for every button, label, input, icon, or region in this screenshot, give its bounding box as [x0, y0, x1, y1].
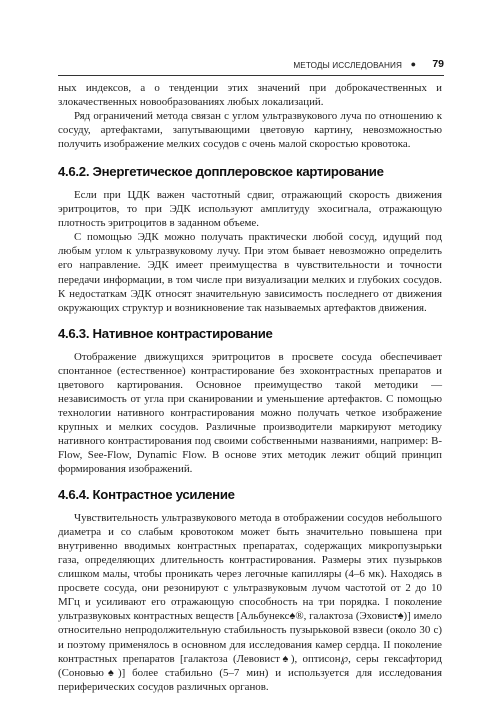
page-number: 79: [432, 58, 444, 70]
bullet-icon: ●: [410, 59, 416, 69]
page-body: [58, 81, 442, 694]
section-heading: 4.6.2. Энергетическое допплеровское картирование: [58, 164, 384, 180]
paragraph: Отображение движущихся эритроцитов в просвете сосуда обеспечивает спонтанное (естественное) контрастирование без эхоконтрастных препаратов и цветового картирования. Основное преимущество такой методики — независимость от угла при сканировании и уменьшение артефактов. С помощью технологии нативного контрастирования можно получать четкое изображение крупных и мелких сосудов. Различные производители маркируют методику нативного контрастирования под своими собственными названиями, например: B-Flow, See-Flow, Dynamic Flow. В основе этих методик лежит общий принцип формирования изображений.: [58, 350, 442, 476]
paragraph: Чувствительность ультразвукового метода в отображении сосудов небольшого диаметра и со слабым кровотоком может быть значительно повышена при внутривенно вводимых контрастных препаратах, содержащих микропузырьки газа, определяющих длительность контрастирования. Размеры этих пузырьков слишком малы, чтобы проникать через легочные капилляры (4–6 мк). Находясь в просвете сосуда, они резонируют с ультразвуковым лучом частотой от 2 до 10 МГц и усиливают его отражающую способность на три порядка. I поколение ультразвуковых контрастных веществ [Альбунекс♠®, галактоза (Эховист♠)] имело относительно непродолжительную стабильность пузырьковой взвеси (около 30 с) и поэтому применялось в основном для исследования камер сердца. II поколение контрастных препаратов [галактоза (Левовист♠), оптисон℘, серы гексафторид (Соновью♠)] более стабильно (5–7 мин) и используется для исследования периферических сосудов различных органов.: [58, 512, 442, 693]
paragraph: Если при ЦДК важен частотный сдвиг, отражающий скорость движения эритроцитов, то при ЭДК используют амплитуду эхосигнала, отражающую плотность эритроцитов в заданном объеме.: [58, 189, 442, 230]
section-heading: 4.6.3. Нативное контрастирование: [58, 325, 273, 341]
paragraph: ных индексов, а о тенденции этих значений при доброкачественных и злокачественных новообразованиях любых локализаций.: [58, 82, 442, 109]
paragraph: Ряд ограничений метода связан с углом ультразвукового луча по отношению к сосуду, артефактами, запутывающими цветовую картину, невозможностью получить изображение мелких сосудов с очень малой скоростью кровотока.: [58, 110, 442, 151]
header-divider: [58, 75, 444, 76]
section-heading: 4.6.4. Контрастное усиление: [58, 487, 235, 503]
running-header: [58, 58, 444, 74]
running-title: МЕТОДЫ ИССЛЕДОВАНИЯ: [293, 61, 402, 70]
paragraph: С помощью ЭДК можно получать практически любой сосуд, идущий под любым углом к ультразвуковому лучу. При этом бывает невозможно определить его направление. ЭДК имеет преимущества в чувствительности и точности передачи информации, в том числе при визуализации мелких и глубоких сосудов. К недостаткам ЭДК относят значительную зависимость последнего от движения окружающих структур и возникновение так называемых артефактов движения.: [58, 231, 442, 314]
